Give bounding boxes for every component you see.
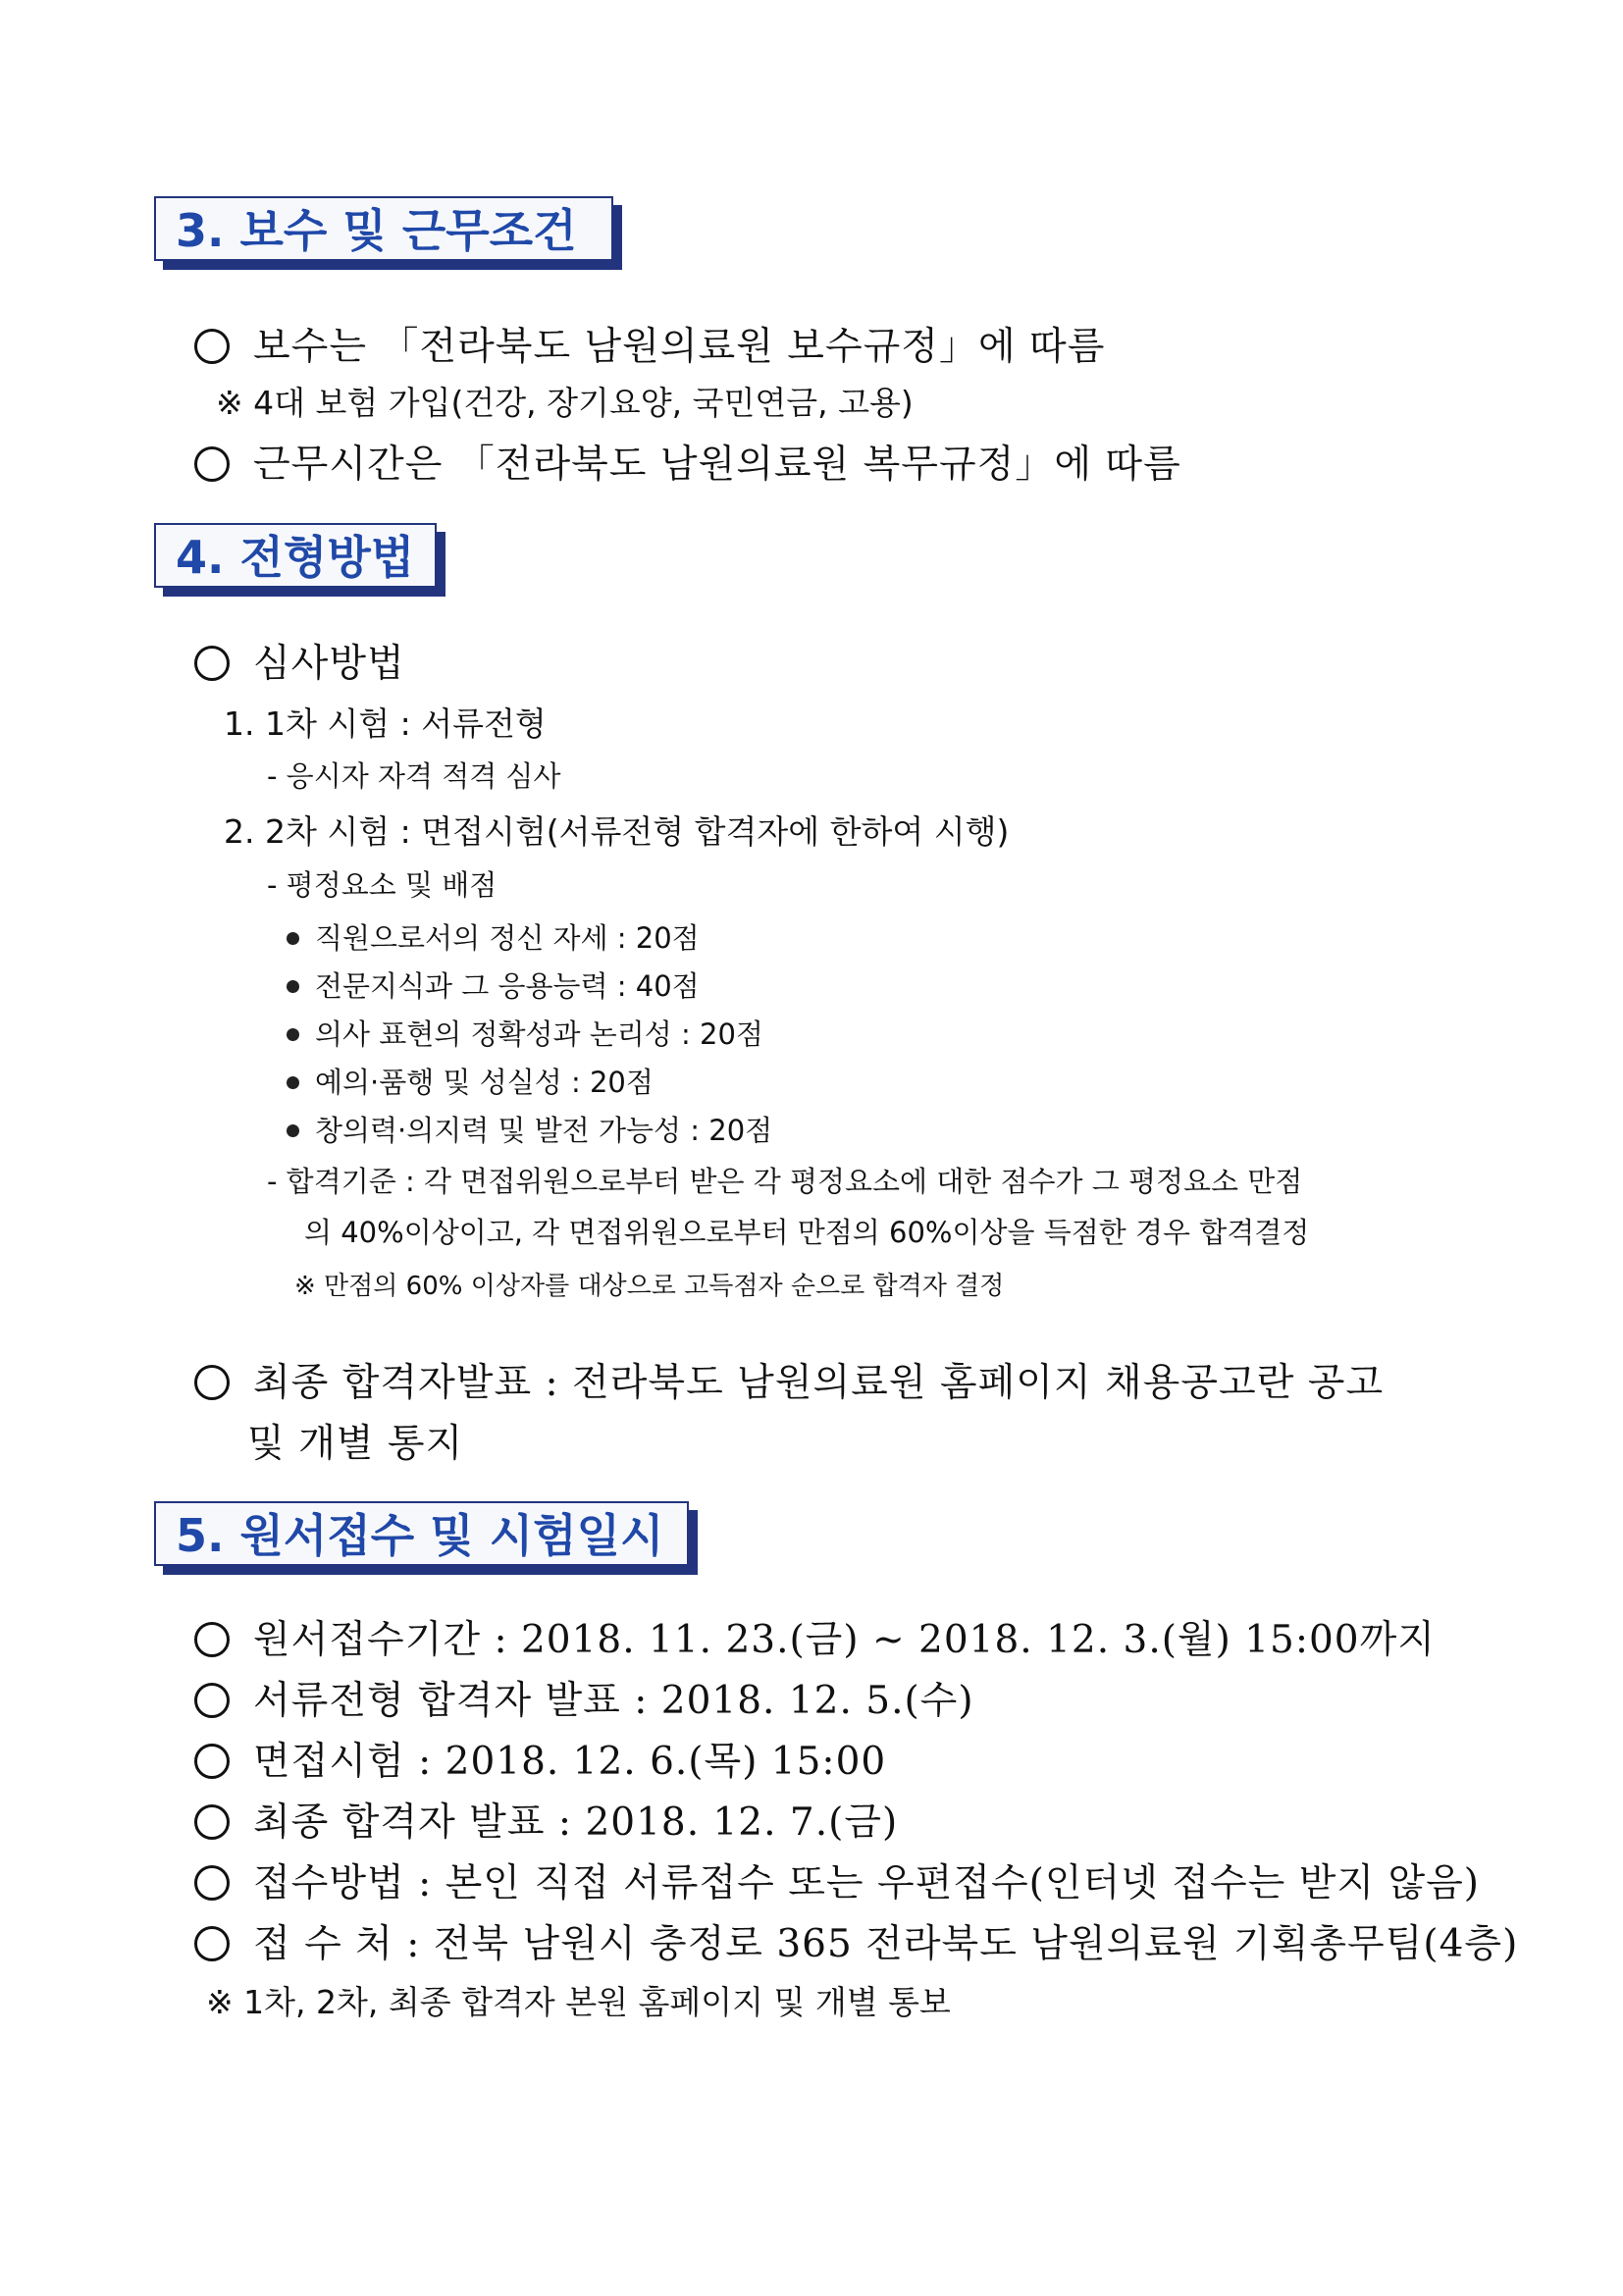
dot-bullet-icon — [287, 980, 299, 993]
schedule-item: 최종 합격자 발표 : 2018. 12. 7.(금) — [194, 1792, 898, 1847]
final-announcement-line-1: 최종 합격자발표 : 전라북도 남원의료원 홈페이지 채용공고란 공고 — [194, 1352, 1384, 1407]
section-3-item-pay — [194, 316, 1105, 371]
final-announcement-line-2: 및 개별 통지 — [247, 1422, 464, 1466]
dot-bullet-icon — [287, 1028, 299, 1041]
circle-bullet-icon — [194, 1926, 230, 1961]
dot-bullet-icon — [287, 1076, 299, 1089]
circle-bullet-icon — [194, 329, 230, 364]
circle-bullet-icon — [194, 646, 230, 681]
criteria-item: 전문지식과 그 응용능력 : 40점 — [287, 965, 700, 1005]
pass-criteria-note: ※ 만점의 60% 이상자를 대상으로 고득점자 순으로 합격자 결정 — [294, 1272, 1005, 1301]
step-1: 1. 1차 시험 : 서류전형 — [224, 704, 547, 743]
circle-bullet-icon — [194, 1622, 230, 1657]
criteria-item: 직원으로서의 정신 자세 : 20점 — [287, 916, 700, 957]
pay-text: 보수는 「전라북도 남원의료원 보수규정」에 따름 — [253, 325, 1106, 369]
criteria-item: 예의·품행 및 성실성 : 20점 — [287, 1061, 654, 1101]
criteria-item: 창의력·의지력 및 발전 가능성 : 20점 — [287, 1109, 772, 1149]
review-method-title — [194, 633, 405, 688]
circle-bullet-icon — [194, 1365, 230, 1400]
section-3-heading: 3. 보수 및 근무조건 — [154, 196, 613, 261]
schedule-item: 서류전형 합격자 발표 : 2018. 12. 5.(수) — [194, 1670, 974, 1725]
section-3-item-hours — [194, 434, 1181, 489]
pass-criteria-line-2: 의 40%이상이고, 각 면접위원으로부터 만점의 60%이상을 득점한 경우 합격결정 — [304, 1216, 1310, 1249]
schedule-note: ※ 1차, 2차, 최종 합격자 본원 홈페이지 및 개별 통보 — [206, 1983, 951, 2021]
step-2: 2. 2차 시험 : 면접시험(서류전형 합격자에 한하여 시행) — [224, 812, 1010, 851]
dot-bullet-icon — [287, 1124, 299, 1137]
pass-criteria-line-1: - 합격기준 : 각 면접위원으로부터 받은 각 평정요소에 대한 점수가 그 평정요소 만점 — [267, 1165, 1303, 1198]
schedule-item: 원서접수기간 : 2018. 11. 23.(금) ~ 2018. 12. 3.(월) 15:00까지 — [194, 1609, 1436, 1664]
review-method-text: 심사방법 — [253, 642, 405, 686]
circle-bullet-icon — [194, 1865, 230, 1901]
section-4-heading: 4. 전형방법 — [154, 523, 437, 588]
section-5-heading: 5. 원서접수 및 시험일시 — [154, 1501, 689, 1566]
criteria-item: 의사 표현의 정확성과 논리성 : 20점 — [287, 1013, 763, 1053]
criteria-title: - 평정요소 및 배점 — [267, 868, 497, 902]
circle-bullet-icon — [194, 1744, 230, 1779]
schedule-item: 면접시험 : 2018. 12. 6.(목) 15:00 — [194, 1731, 886, 1786]
schedule-item: 접 수 처 : 전북 남원시 충정로 365 전라북도 남원의료원 기획총무팀(4층) — [194, 1913, 1518, 1968]
hours-text: 근무시간은 「전라북도 남원의료원 복무규정」에 따름 — [253, 443, 1181, 487]
circle-bullet-icon — [194, 446, 230, 482]
schedule-item: 접수방법 : 본인 직접 서류접수 또는 우편접수(인터넷 접수는 받지 않음) — [194, 1852, 1480, 1907]
section-3-insurance-note: ※ 4대 보험 가입(건강, 장기요양, 국민연금, 고용) — [216, 384, 914, 422]
circle-bullet-icon — [194, 1683, 230, 1718]
step-1-detail: - 응시자 자격 적격 심사 — [267, 759, 561, 793]
circle-bullet-icon — [194, 1804, 230, 1840]
dot-bullet-icon — [287, 932, 299, 945]
